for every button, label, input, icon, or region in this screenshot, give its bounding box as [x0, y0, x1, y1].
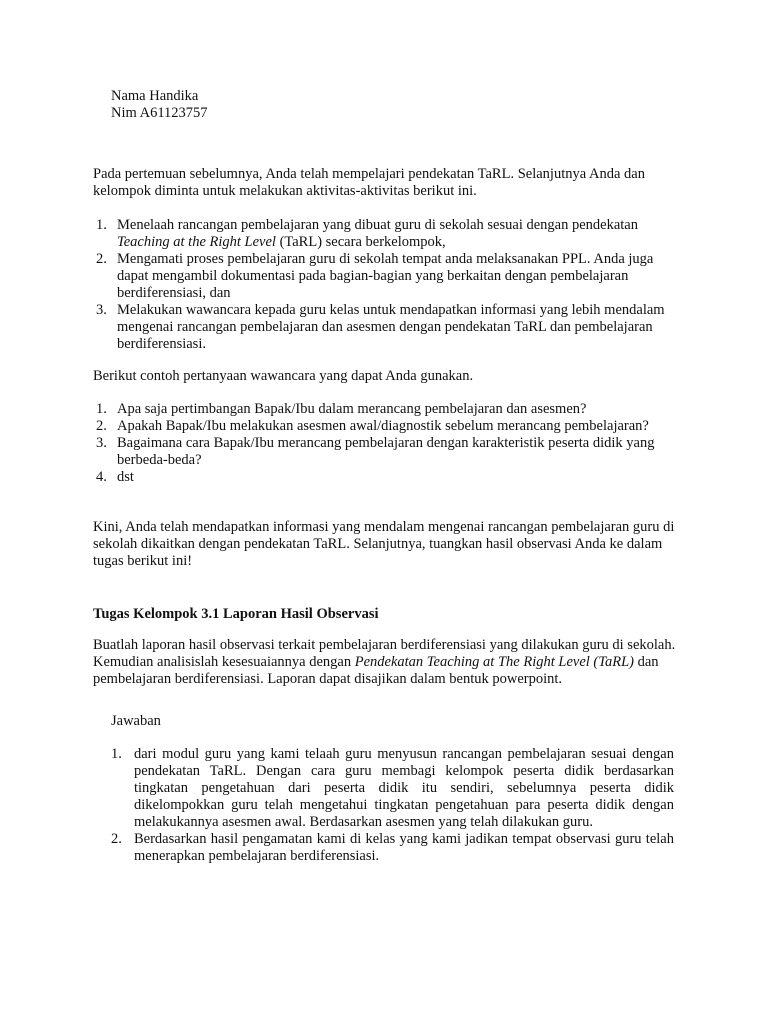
list-number: 3. [96, 435, 107, 451]
student-nim: Nim A61123757 [111, 105, 208, 121]
interview-intro-block [93, 368, 678, 385]
question-item: 1. Apa saja pertimbangan Bapak/Ibu dalam merancang pembelajaran dan asesmen? [96, 401, 587, 417]
intro-paragraph-block [93, 166, 678, 200]
question-item: 4. dst [96, 469, 134, 485]
italic-term: Teaching at the Right Level [117, 234, 276, 250]
list-number: 1. [96, 217, 107, 233]
italic-term: Pendekatan Teaching at The Right Level (TaRL) [354, 654, 634, 670]
answer-item: 2. Berdasarkan hasil pengamatan kami di kelas yang kami jadikan tempat observasi guru telah menerapkan pembelajaran berdiferensiasi. [111, 831, 674, 864]
task-heading: Tugas Kelompok 3.1 Laporan Hasil Observasi [93, 606, 379, 622]
list-number: 2. [96, 251, 107, 267]
list-number: 1. [96, 401, 107, 417]
question-item: 3. Bagaimana cara Bapak/Ibu merancang pembelajaran dengan karakteristik peserta didik yang berbeda-beda? [96, 435, 655, 468]
activity-item: 3. Melakukan wawancara kepada guru kelas untuk mendapatkan informasi yang lebih mendalam mengenai rancangan pembelajaran dan asesmen dengan pendekatan TaRL dan pembelajaran berdiferensiasi. [96, 302, 665, 352]
list-number: 1. [111, 746, 122, 762]
question-list [93, 401, 678, 486]
answer-label: Jawaban [111, 713, 161, 729]
answer-list-block [111, 746, 674, 865]
question-list-block [93, 401, 678, 486]
task-heading-block [93, 606, 678, 623]
list-number: 2. [96, 418, 107, 434]
activity-list-block [93, 217, 678, 353]
question-item: 2. Apakah Bapak/Ibu melakukan asesmen awal/diagnostik sebelum merancang pembelajaran? [96, 418, 649, 434]
interview-intro: Berikut contoh pertanyaan wawancara yang dapat Anda gunakan. [93, 368, 474, 384]
activity-item: 1. Menelaah rancangan pembelajaran yang dibuat guru di sekolah sesuai dengan pendekatan Teaching at the Right Level (TaRL) secara berkelompok, [96, 217, 638, 250]
list-number: 2. [111, 831, 122, 847]
transition-paragraph-block [93, 519, 678, 570]
task-paragraph-block [93, 637, 678, 688]
transition-paragraph: Kini, Anda telah mendapatkan informasi yang mendalam mengenai rancangan pembelajaran guru di sekolah dikaitkan dengan pendekatan TaRL. Selanjutnya, tuangkan hasil observasi Anda ke dalam tugas berikut ini! [93, 519, 675, 569]
list-number: 3. [96, 302, 107, 318]
student-name: Nama Handika [111, 88, 199, 104]
list-number: 4. [96, 469, 107, 485]
student-identity [111, 88, 208, 122]
activity-list [93, 217, 678, 353]
intro-paragraph: Pada pertemuan sebelumnya, Anda telah mempelajari pendekatan TaRL. Selanjutnya Anda dan kelompok diminta untuk melakukan aktivitas-aktivitas berikut ini. [93, 166, 645, 199]
answer-item: 1. dari modul guru yang kami telaah guru menyusun rancangan pembelajaran sesuai dengan pendekatan TaRL. Dengan cara guru membagi kelompok peserta didik berdasarkan tingkatan pengetahuan dari peserta didik itu sendiri, sebelumnya peserta didik dikelompokkan guru telah mengetahui tingkatan pengetahuan para peserta didik dengan melakukannya asesmen awal. Berdasarkan asesmen yang telah dilakukan guru. [111, 746, 674, 830]
answer-list [111, 746, 674, 865]
task-paragraph: Buatlah laporan hasil observasi terkait pembelajaran berdiferensiasi yang dilakukan guru di sekolah. Kemudian analisislah kesesuaiannya dengan Pendekatan Teaching at The Right Level (TaRL) dan pembelajaran berdiferensiasi. Laporan dapat disajikan dalam bentuk powerpoint. [93, 637, 676, 687]
activity-item: 2. Mengamati proses pembelajaran guru di sekolah tempat anda melaksanakan PPL. Anda juga dapat mengambil dokumentasi pada bagian-bagian yang berkaitan dengan pembelajaran berdiferensiasi, dan [96, 251, 654, 301]
